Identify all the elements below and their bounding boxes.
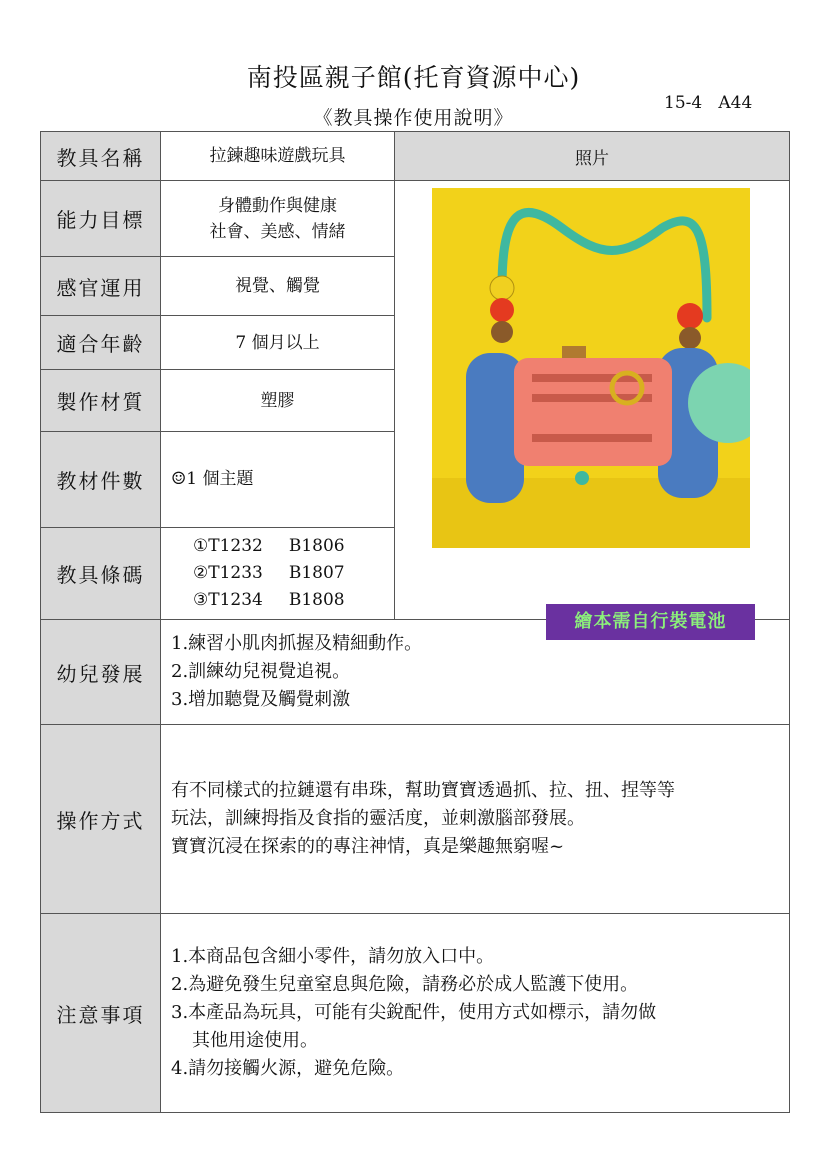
name-value: 拉鍊趣味遊戲玩具: [161, 132, 395, 181]
count-value: ☺1 個主題: [161, 432, 395, 528]
photo-label: 照片: [395, 132, 790, 181]
barcode-b: B1807: [288, 563, 345, 583]
sense-label: 感官運用: [41, 257, 161, 316]
operation-text: [161, 725, 790, 914]
notes-item: 4.請勿接觸火源，避免危險。: [171, 1058, 405, 1079]
material-value: 塑膠: [161, 370, 395, 432]
age-value: 7 個月以上: [161, 316, 395, 370]
barcode-row: [193, 560, 394, 587]
operation-label: 操作方式: [41, 725, 161, 914]
age-label: 適合年齡: [41, 316, 161, 370]
ability-value: [161, 181, 395, 257]
ability-line: 身體動作與健康: [218, 195, 337, 216]
material-label: 製作材質: [41, 370, 161, 432]
notes-list: [161, 914, 790, 1113]
development-label: 幼兒發展: [41, 620, 161, 725]
operation-line: 有不同樣式的拉鏈還有串珠，幫助寶寶透過抓、拉、扭、捏等等: [171, 780, 675, 801]
toy-photo: [432, 188, 750, 548]
barcode-b: B1808: [288, 590, 345, 610]
notes-item: 3.本產品為玩具，可能有尖銳配件，使用方式如標示，請勿做: [171, 1002, 657, 1023]
notes-item: 2.為避免發生兒童窒息與危險，請務必於成人監護下使用。: [171, 974, 639, 995]
development-item: 1.練習小肌肉抓握及精細動作。: [171, 633, 423, 654]
notes-item-continued: 其他用途使用。: [192, 1030, 318, 1051]
barcode-row: [193, 587, 394, 614]
barcode-row: [193, 533, 394, 560]
notes-item: 1.本商品包含細小零件，請勿放入口中。: [171, 946, 495, 967]
barcode-t: ③T1234: [193, 590, 263, 610]
barcode-t: ②T1233: [193, 563, 263, 583]
operation-line: 玩法，訓練拇指及食指的靈活度，並刺激腦部發展。: [171, 808, 585, 829]
count-label: 教材件數: [41, 432, 161, 528]
barcode-list: [161, 528, 395, 620]
barcode-b: B1806: [288, 536, 345, 556]
operation-line: 寶寶沉浸在探索的的專注神情，真是樂趣無窮喔~: [171, 836, 565, 857]
page-title: 南投區親子館(托育資源中心): [246, 63, 581, 92]
ability-line: 社會、美感、情緒: [209, 221, 346, 242]
sense-value: 視覺、觸覺: [161, 257, 395, 316]
notes-label: 注意事項: [41, 914, 161, 1113]
development-item: 3.增加聽覺及觸覺刺激: [171, 689, 351, 710]
development-item: 2.訓練幼兒視覺追視。: [171, 661, 351, 682]
name-label: 教具名稱: [41, 132, 161, 181]
info-table: [40, 131, 790, 1113]
page-subtitle: 《教具操作使用說明》: [313, 107, 514, 129]
item-code: 15-4 A44: [664, 93, 753, 113]
barcode-t: ①T1232: [193, 536, 263, 556]
barcode-label: 教具條碼: [41, 528, 161, 620]
photo-cell: [395, 181, 790, 632]
ability-label: 能力目標: [41, 181, 161, 257]
battery-note-badge: 繪本需自行裝電池: [546, 604, 755, 640]
